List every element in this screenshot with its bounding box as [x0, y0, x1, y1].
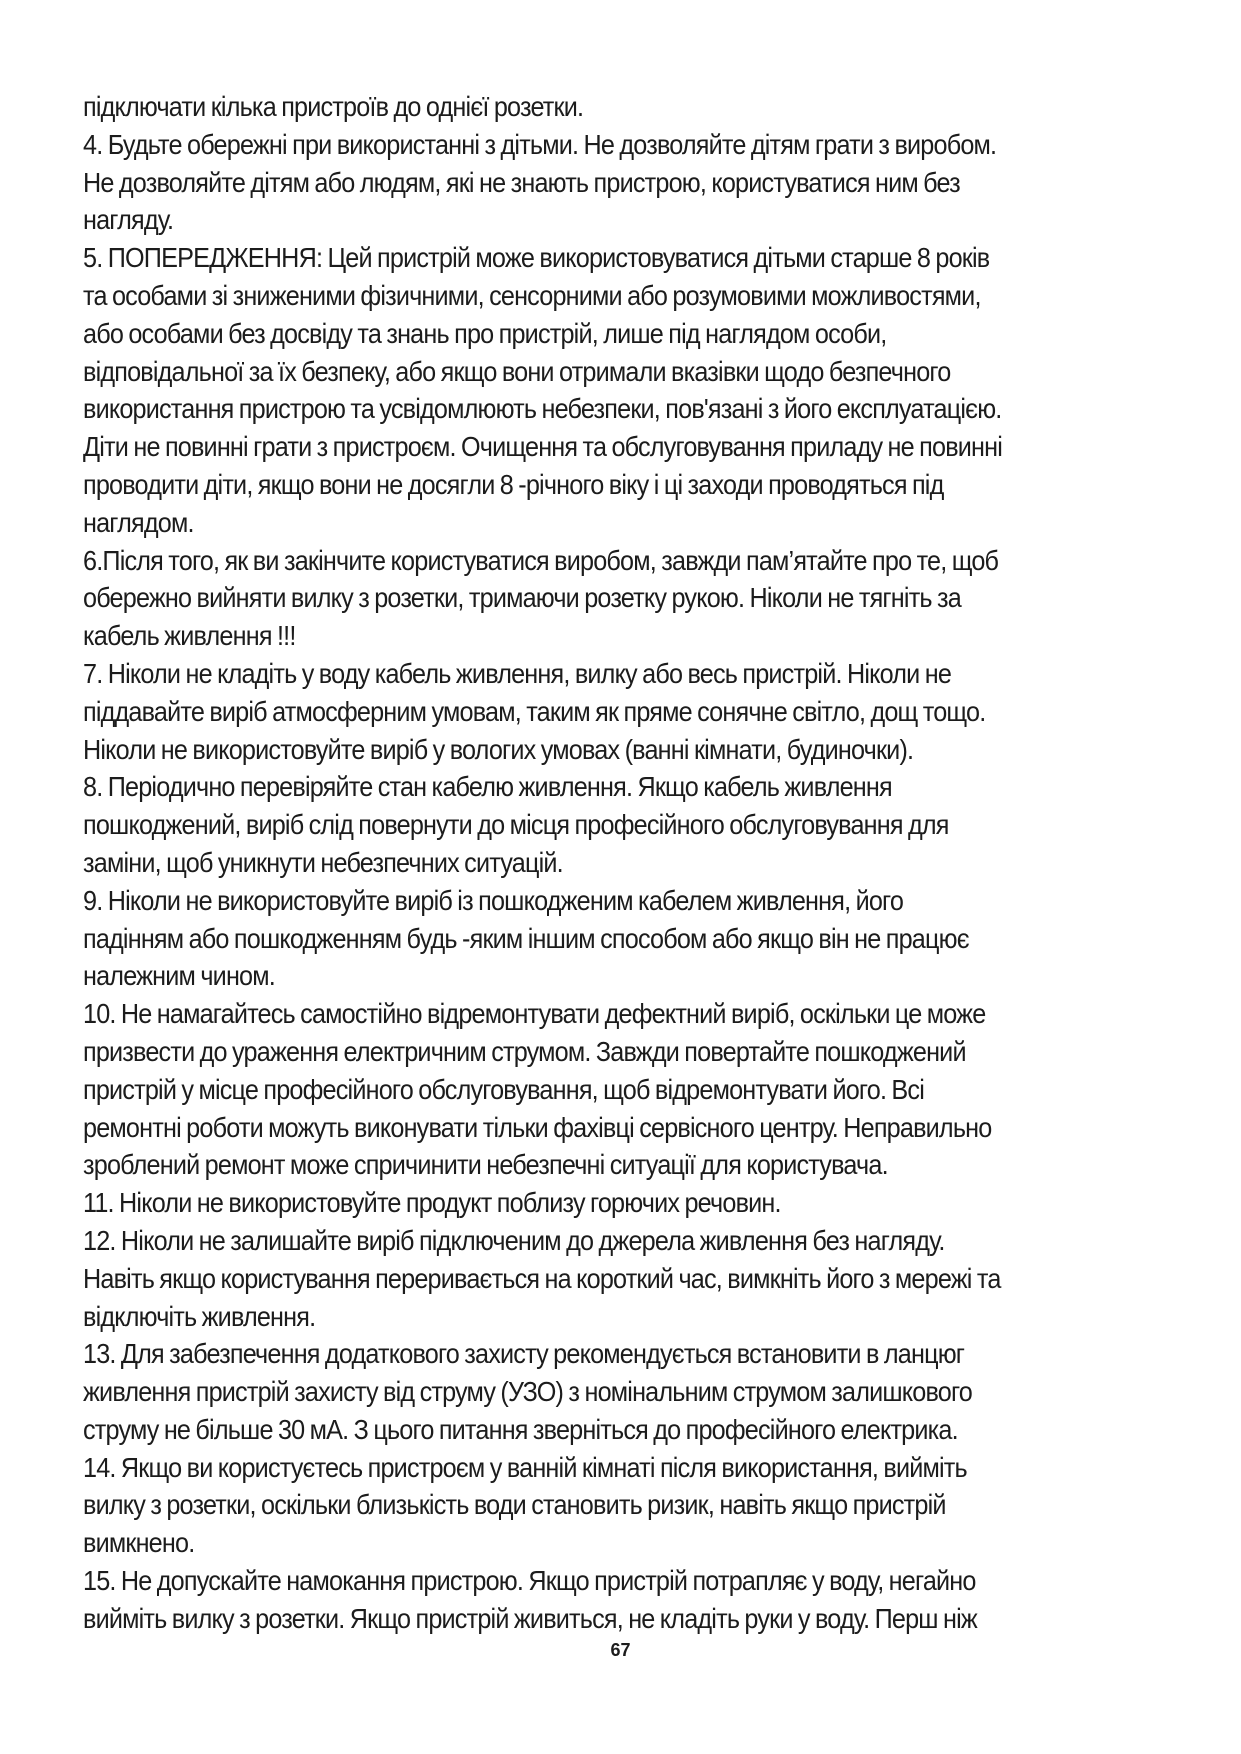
- text-line: наглядом.: [83, 506, 194, 538]
- text-line: відповідальної за їх безпеку, або якщо вони отримали вказівки щодо безпечного: [83, 355, 951, 387]
- document-body: [83, 88, 1173, 1638]
- text-line: Не дозволяйте дітям або людям, які не знають пристрою, користуватися ним без: [83, 166, 960, 198]
- text-line: відключіть живлення.: [83, 1300, 316, 1332]
- text-line: Ніколи не використовуйте виріб у вологих умовах (ванні кімнати, будиночки).: [83, 733, 914, 765]
- text-line: Навіть якщо користування переривається на короткий час, вимкніть його з мережі та: [83, 1262, 1001, 1294]
- text-line: ремонтні роботи можуть виконувати тільки фахівці сервісного центру. Неправильно: [83, 1111, 992, 1143]
- text-line: піддавайте виріб атмосферним умовам, таким як пряме сонячне світло, дощ тощо.: [83, 695, 986, 727]
- paragraph-item-11: [83, 1184, 1173, 1222]
- paragraph-item-8: [83, 768, 1173, 881]
- text-line: 12. Ніколи не залишайте виріб підключеним до джерела живлення без нагляду.: [83, 1224, 945, 1256]
- text-line: 9. Ніколи не використовуйте виріб із пошкодженим кабелем живлення, його: [83, 884, 904, 916]
- text-line: кабель живлення !!!: [83, 620, 296, 652]
- text-line: пошкоджений, виріб слід повернути до місця професійного обслуговування для: [83, 809, 949, 841]
- text-line: пристрій у місце професійного обслуговування, щоб відремонтувати його. Всі: [83, 1073, 925, 1105]
- text-line: живлення пристрій захисту від струму (УЗО) з номінальним струмом залишкового: [83, 1376, 973, 1408]
- text-line: 13. Для забезпечення додаткового захисту рекомендується встановити в ланцюг: [83, 1338, 965, 1370]
- paragraph-item-7: [83, 655, 1173, 768]
- text-line: підключати кілька пристроїв до однієї розетки.: [83, 91, 584, 122]
- text-line: 5. ПОПЕРЕДЖЕННЯ: Цей пристрій може використовуватися дітьми старше 8 років: [83, 242, 990, 274]
- text-line: 11. Ніколи не використовуйте продукт поблизу горючих речовин.: [83, 1187, 781, 1219]
- paragraph-item-9: [83, 882, 1173, 995]
- text-line: 10. Не намагайтесь самостійно відремонтувати дефектний виріб, оскільки це може: [83, 998, 986, 1030]
- text-line: вийміть вилку з розетки. Якщо пристрій живиться, не кладіть руки у воду. Перш ніж: [83, 1602, 977, 1634]
- paragraph-item-12: [83, 1222, 1173, 1335]
- text-line: 4. Будьте обережні при використанні з дітьми. Не дозволяйте дітям грати з виробом.: [83, 128, 997, 160]
- text-line: 15. Не допускайте намокання пристрою. Якщо пристрій потрапляє у воду, негайно: [83, 1565, 976, 1597]
- paragraph-item-15: [83, 1562, 1173, 1638]
- paragraph-item-10: [83, 995, 1173, 1184]
- text-line: заміни, щоб уникнути небезпечних ситуацій.: [83, 846, 563, 878]
- paragraph-item-14: [83, 1449, 1173, 1562]
- text-line: зроблений ремонт може спричинити небезпечні ситуації для користувача.: [83, 1149, 888, 1181]
- page-number: 67: [610, 1640, 631, 1660]
- text-line: проводити діти, якщо вони не досягли 8 -річного віку і ці заходи проводяться під: [83, 468, 944, 500]
- text-line: струму не більше 30 мА. З цього питання зверніться до професійного електрика.: [83, 1413, 958, 1445]
- text-line: вилку з розетки, оскільки близькість води становить ризик, навіть якщо пристрій: [83, 1489, 946, 1521]
- paragraph-item-5-warning: [83, 239, 1173, 541]
- text-line: Діти не повинні грати з пристроєм. Очищення та обслуговування приладу не повинні: [83, 431, 1003, 463]
- text-line: використання пристрою та усвідомлюють небезпеки, пов'язані з його експлуатацією.: [83, 393, 1002, 425]
- text-line: 6.Після того, як ви закінчите користуватися виробом, завжди пам’ятайте про те, щоб: [83, 544, 999, 576]
- text-line: або особами без досвіду та знань про пристрій, лише під наглядом особи,: [83, 317, 887, 349]
- paragraph-continuation: [83, 88, 1173, 126]
- text-line: вимкнено.: [83, 1527, 195, 1559]
- text-line: 7. Ніколи не кладіть у воду кабель живлення, вилку або весь пристрій. Ніколи не: [83, 657, 952, 689]
- text-line: нагляду.: [83, 204, 174, 236]
- text-line: падінням або пошкодженням будь -яким іншим способом або якщо він не працює: [83, 922, 969, 954]
- text-line: 14. Якщо ви користуєтесь пристроєм у ванній кімнаті після використання, вийміть: [83, 1451, 967, 1483]
- text-line: 8. Періодично перевіряйте стан кабелю живлення. Якщо кабель живлення: [83, 771, 892, 803]
- paragraph-item-13: [83, 1335, 1173, 1448]
- paragraph-item-4: [83, 126, 1173, 239]
- text-line: належним чином.: [83, 960, 275, 992]
- paragraph-item-6: [83, 542, 1173, 655]
- text-line: призвести до ураження електричним струмом. Завжди повертайте пошкоджений: [83, 1035, 966, 1067]
- text-line: обережно вийняти вилку з розетки, тримаючи розетку рукою. Ніколи не тягніть за: [83, 582, 961, 614]
- text-line: та особами зі зниженими фізичними, сенсорними або розумовими можливостями,: [83, 279, 981, 311]
